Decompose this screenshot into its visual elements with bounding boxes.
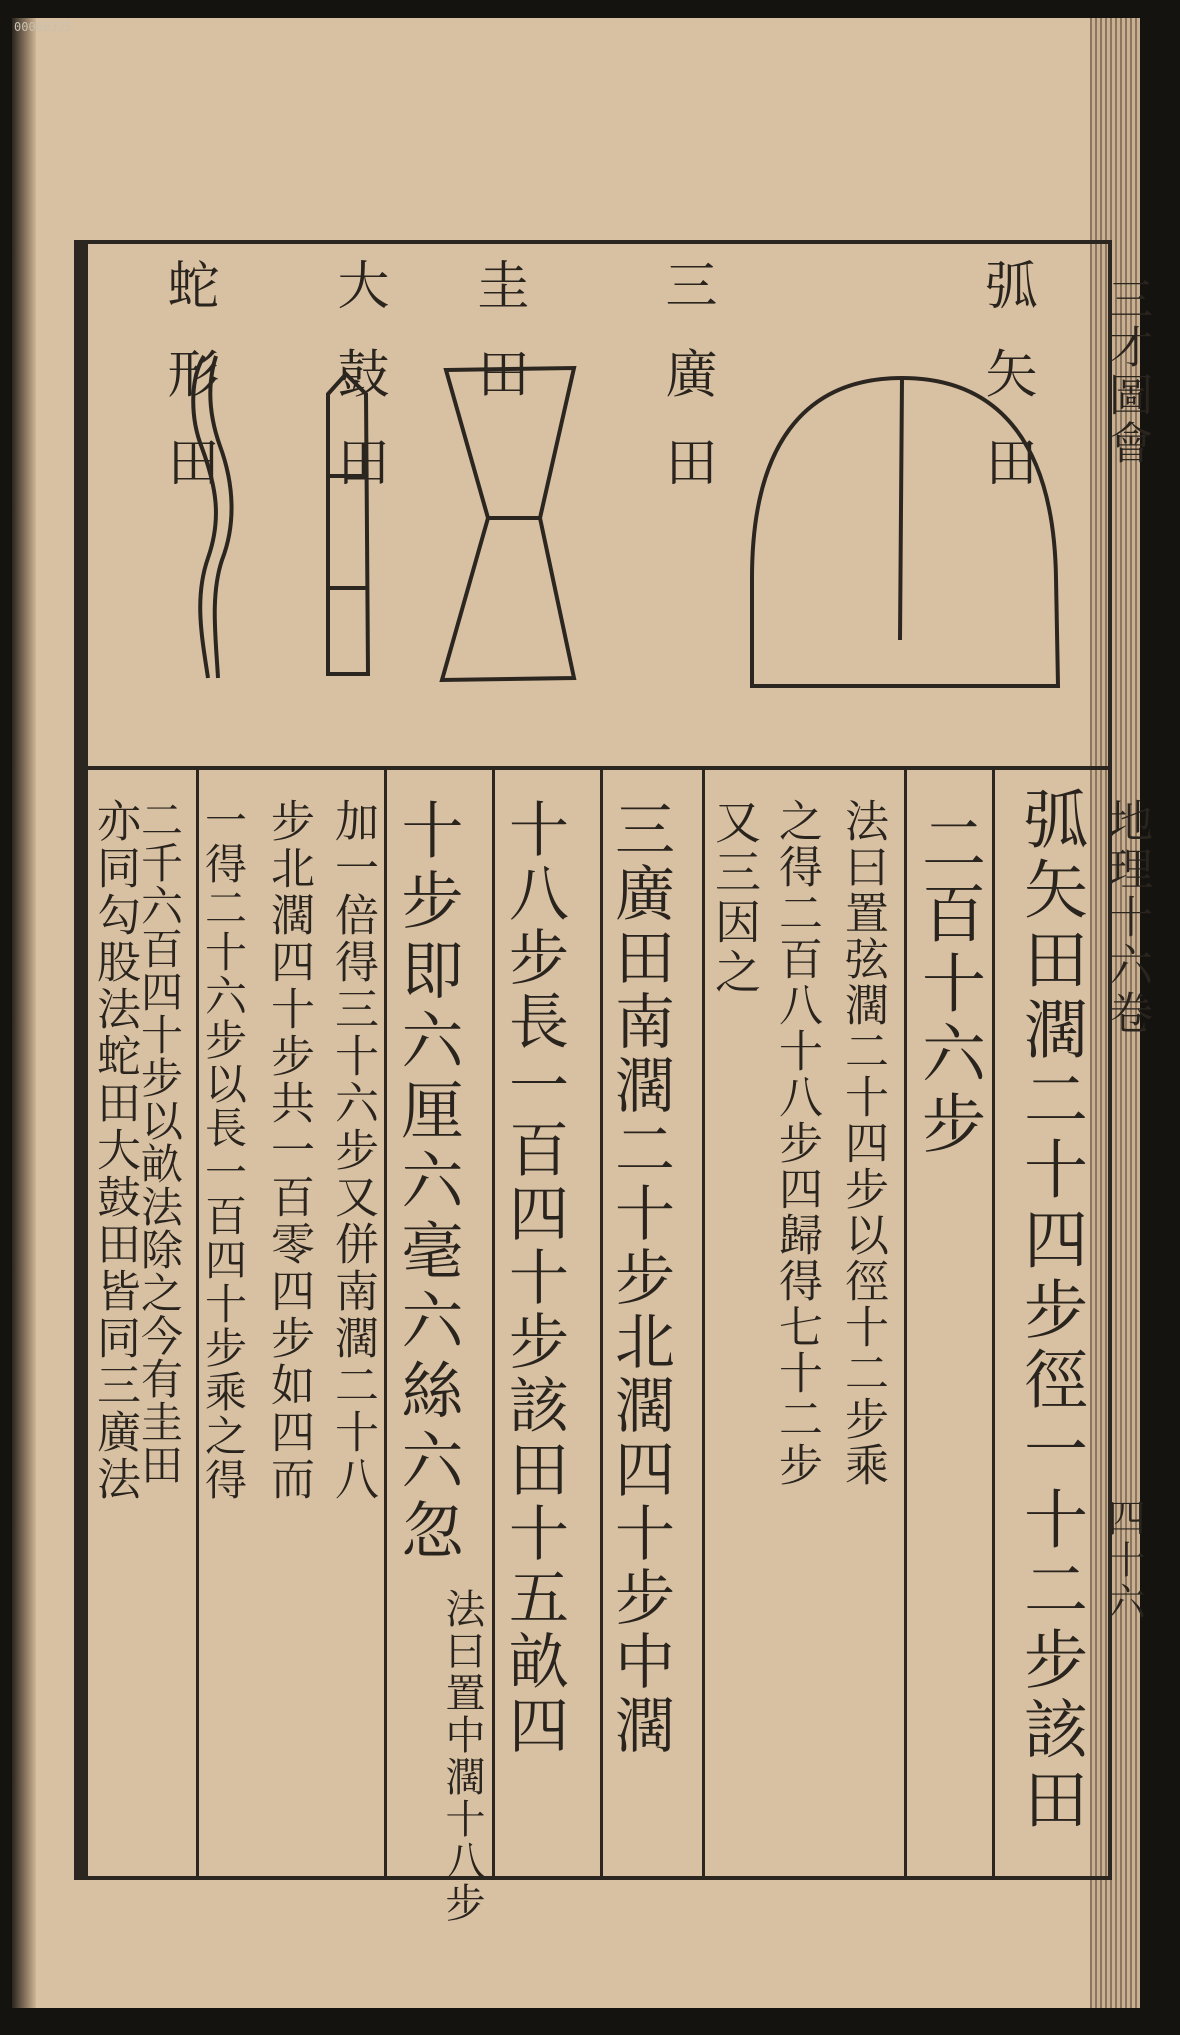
label-drum-field: 大 鼓 田 [328,258,388,498]
text-col-9: 法曰置中濶十八步 [439,1588,485,1924]
trapezoid-field-figure [442,368,574,680]
col-rule-4 [600,770,603,1880]
text-col-7: 十八步長一百四十步該田十五畝四 [499,798,569,1758]
col-rule-3 [702,770,705,1880]
label-arc-field: 弧 矢 田 [976,258,1036,498]
label-snake-field: 蛇 形 田 [158,258,218,498]
scan-id: 00060325 [14,20,72,34]
col-rule-1 [992,770,995,1880]
arc-field-figure [752,378,1058,686]
book-page [12,18,1152,2008]
text-col-5: 又三因之 [708,798,762,998]
text-col-8: 十步即六厘六毫六絲六忽 [391,798,464,1568]
text-col-1: 弧矢田濶二十四步徑一十二步該田 [1013,786,1087,1836]
drum-field-figure [328,374,368,674]
margin-book-title: 三才圖會 [1101,276,1152,468]
text-col-10: 加一倍得三十六步又併南濶二十八 [327,798,378,1503]
text-col-13: 二千六百四十步以畝法除之今有圭田 [135,798,184,1486]
label-triangle-field: 三 廣 田 [656,258,716,498]
text-col-6: 三廣田南濶二十步北濶四十步中濶 [605,798,675,1758]
margin-page-number: 四十六 [1101,1498,1145,1624]
snake-field-figure [193,356,231,678]
text-col-11: 步北濶四十步共一百零四步如四而 [263,798,314,1503]
figures-panel [12,18,1140,778]
label-trapezoid-field: 圭 田 [468,258,528,409]
text-col-4: 之得二百八十八步四歸得七十二步 [771,798,822,1488]
text-col-12: 一得二十六步以長一百四十步乘之得 [199,798,248,1502]
text-col-14: 亦同勾股法蛇田大鼓田皆同三廣法 [89,798,140,1503]
col-rule-5 [492,770,495,1880]
text-col-3: 法曰置弦濶二十四步以徑十二步乘 [837,798,888,1488]
margin-section: 地理十六卷 [1101,798,1152,1038]
col-rule-2 [904,770,907,1880]
text-col-2: 二百十六步 [911,810,985,1160]
arc-field-diameter [900,378,902,640]
col-rule-6 [384,770,387,1880]
